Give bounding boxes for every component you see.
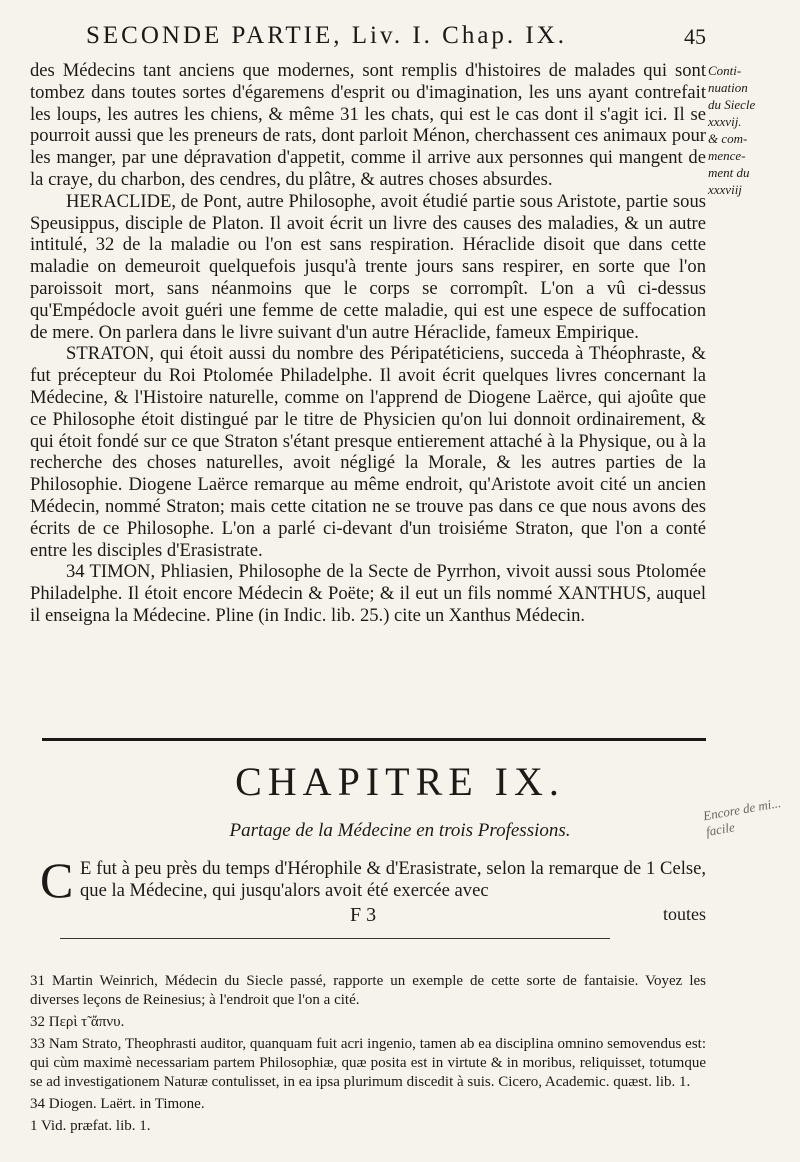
page-header <box>86 22 706 56</box>
section-divider <box>42 738 706 741</box>
paragraph-continuation: des Médecins tant anciens que modernes, sont remplis d'histoires de malades qui sont tombez dans toutes sortes d'égaremens d'esprit ou d'imagination, les uns ayant contrefait les loups, les autres les chiens, & même 31 les chats, qui est le cas dont il s'agit ici. Il se pourroit aussi que les preneurs de rats, dont parloit Ménon, cherchassent ces animaux pour les manger, par une dépravation d'appetit, comme il arrive aux personnes qui mangent de la craye, du charbon, des cendres, du plâtre, & autres choses absurdes. <box>30 60 706 190</box>
paragraph-heraclide: HERACLIDE, de Pont, autre Philosophe, avoit étudié partie sous Aristote, partie sous Speusippus, disciple de Platon. Il avoit écrit un livre des causes des maladies, & un autre intitulé, 32 de la maladie ou l'on est sans respiration. Héraclide disoit que dans cette maladie on demeuroit quelquefois jusqu'à trente jours sans respirer, en sorte que l'on paroissoit mort, sans néanmoins que le corps se corrompît. L'on a vû ci-dessus qu'Empédocle avoit guéri une femme de cette maladie, qui est une espece de suffocation de mere. On parlera dans le livre suivant d'un autre Héraclide, fameux Empirique. <box>30 190 706 343</box>
footnote: 1 Vid. præfat. lib. 1. <box>30 1118 151 1134</box>
paragraph-straton: STRATON, qui étoit aussi du nombre des Péripatéticiens, succeda à Théophraste, & fut précepteur du Roi Ptolomée Philadelphe. Il avoit écrit quelques livres concernant la Médecine, & l'Histoire naturelle, comme on l'apprend de Diogene Laërce, qui ajoûte que ce Philosophe étoit distingué par le titre de Physicien qu'on lui donnoit ordinairement, & qui étoit fondé sur ce que Straton s'étant presque entierement attaché à la Physique, ou à la recherche des choses naturelles, avoit négligé la Morale, & les autres parties de la Philosophie. Diogene Laërce remarque au même endroit, qu'Aristote avoit cité un ancien Médecin, nommé Straton; mais cette citation ne se trouve pas dans ce que nous avons des écrits de ce Philosophe. L'on a parlé ci-devant d'un troisiéme Straton, que l'on a conté entre les disciples d'Erasistrate. <box>30 343 706 561</box>
marginal-note-line: Conti- <box>708 63 742 78</box>
page-signature-row <box>40 904 706 930</box>
footnotes <box>30 972 706 1139</box>
marginal-note-line: du Siecle <box>708 97 756 112</box>
page-number: 45 <box>684 24 706 49</box>
paragraph-timon: 34 TIMON, Phliasien, Philosophe de la Secte de Pyrrhon, vivoit aussi sous Ptolomée Philadelphe. Il étoit encore Médecin & Poëte; & il eut un fils nommé XANTHUS, auquel il enseigna la Médecine. Pline (in Indic. lib. 25.) cite un Xanthus Médecin. <box>30 561 706 626</box>
footnote: 31 Martin Weinrich, Médecin du Siecle passé, rapporte un exemple de cette sorte de fantaisie. Voyez les diverses leçons de Reinesius; à l'endroit que l'on a cité. <box>30 973 706 1008</box>
footnote: 34 Diogen. Laërt. in Timone. <box>30 1096 205 1112</box>
marginal-note-line: nuation <box>708 80 748 95</box>
marginal-note-line: mence- <box>708 148 746 163</box>
chapter-title: CHAPITRE IX. <box>235 759 565 804</box>
marginal-note <box>708 62 796 198</box>
drop-cap: C <box>40 852 74 908</box>
chapter-body <box>40 852 706 908</box>
chapter-opening-paragraph: E fut à peu près du temps d'Hérophile & d'Erasistrate, selon la remarque de 1 Celse, que la Médecine, qui jusqu'alors avoit été exercée avec <box>80 858 706 901</box>
marginal-note-line: ment du <box>708 165 750 180</box>
chapter-subtitle: Partage de la Médecine en trois Professions. <box>229 820 571 841</box>
marginal-note-line: & com- <box>708 131 748 146</box>
marginal-note-line: xxxviij <box>708 182 742 197</box>
catchword: toutes <box>663 904 706 924</box>
running-head: SECONDE PARTIE, Liv. I. Chap. IX. <box>86 22 568 49</box>
main-text <box>30 60 706 627</box>
signature-mark: F 3 <box>350 904 377 926</box>
marginal-note-line: xxxvij. <box>708 114 742 129</box>
footnote: 33 Nam Strato, Theophrasti auditor, quanquam fuit acri ingenio, tamen ab ea disciplina omnino semovendus est: qui cùm maximè necessariam partem Philosophiæ, quæ posita est in virtute & in moribus, reliquisset, totumque se ad investigationem Naturæ contulisset, in ea ipsa plurimum discedit à suis. Cicero, Academic. quæst. lib. 1. <box>30 1036 706 1090</box>
handwritten-annotation: Encore de mi... facile <box>701 794 782 840</box>
footnote: 32 Περὶ τ̃ ἄπνυ. <box>30 1014 125 1030</box>
footnote-divider <box>60 938 610 939</box>
